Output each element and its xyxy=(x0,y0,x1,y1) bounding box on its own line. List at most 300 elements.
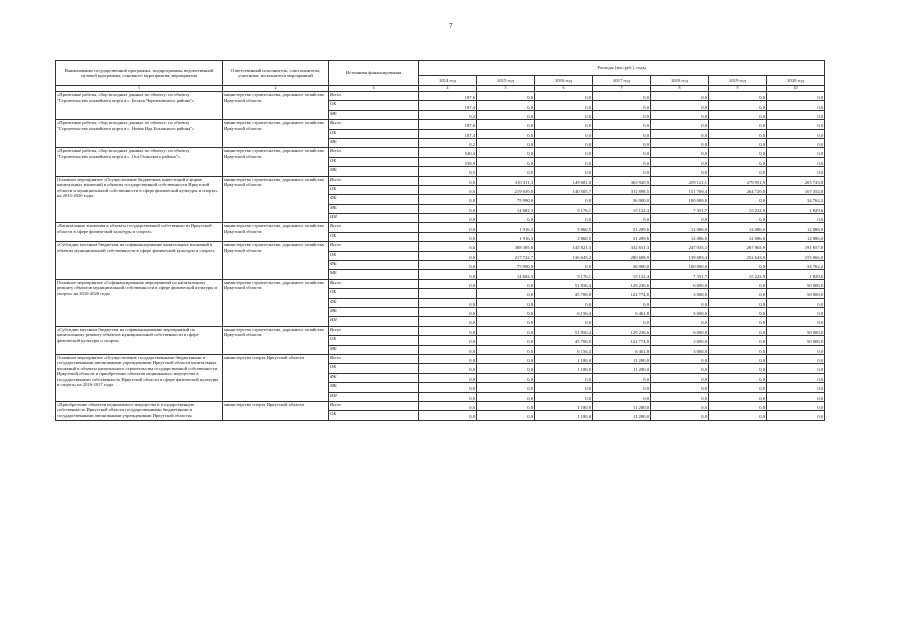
amount-cell: 51 856,4 xyxy=(535,326,593,335)
amount-cell: 3 000,0 xyxy=(651,345,709,354)
amount-cell: 0,0 xyxy=(767,317,825,326)
executor-cell: министерство строительства, дорожного хозяйства Иркутской области xyxy=(223,176,329,223)
amount-cell: 264 729,0 xyxy=(709,185,767,194)
amount-cell: 1 829,6 xyxy=(767,204,825,213)
amount-cell: 75 990,0 xyxy=(477,195,535,204)
amount-cell: 0,0 xyxy=(477,92,535,101)
amount-cell: 0,0 xyxy=(709,289,767,298)
amount-cell: 149 681,8 xyxy=(535,176,593,185)
amount-cell: 122 774,8 xyxy=(593,336,651,345)
table-body xyxy=(56,92,825,421)
amount-cell: 145 821,3 xyxy=(535,242,593,251)
amount-cell: 3 860,5 xyxy=(535,232,593,241)
amount-cell: 1 829,6 xyxy=(767,270,825,279)
amount-cell: 11 280,0 xyxy=(593,401,651,410)
amount-cell: 0,0 xyxy=(593,138,651,147)
amount-cell xyxy=(419,289,477,298)
source-cell: МБ xyxy=(329,307,419,316)
amount-cell: 0,0 xyxy=(593,214,651,223)
amount-cell: 0,0 xyxy=(477,279,535,288)
amount-cell: 0,0 xyxy=(709,138,767,147)
amount-cell: 0,0 xyxy=(419,336,477,345)
amount-cell: 0,0 xyxy=(709,354,767,363)
amount-cell: 100 000,0 xyxy=(651,195,709,204)
amount-cell: 0,0 xyxy=(477,138,535,147)
executor-cell: министерство строительства, дорожного хозяйства Иркутской области xyxy=(223,148,329,176)
amount-cell: 187,4 xyxy=(419,101,477,110)
amount-cell: 0,0 xyxy=(651,101,709,110)
amount-cell: 0,0 xyxy=(767,129,825,138)
amount-cell: 7 351,7 xyxy=(651,270,709,279)
amount-cell: 0,0 xyxy=(709,364,767,373)
amount-cell: 0,0 xyxy=(419,261,477,270)
amount-cell: 36 900,0 xyxy=(593,261,651,270)
program-name-cell: «Проектные работы, сбор исходных данных по объекту: по объекту "Строительство хоккейного корта в с. Новая Ида Боханского района"» xyxy=(56,120,223,148)
amount-cell: 0,0 xyxy=(709,392,767,401)
amount-cell: 0,0 xyxy=(767,214,825,223)
program-name-cell: «Субсидии местным бюджетам на софинансирование капитальных вложений в объекты муниципальной собственности в сфере физической культуры и спорта» xyxy=(56,242,223,280)
amount-cell: 0,0 xyxy=(593,317,651,326)
amount-cell: 0,0 xyxy=(477,336,535,345)
amount-cell: 0,0 xyxy=(419,326,477,335)
amount-cell: 0,0 xyxy=(535,92,593,101)
source-cell: ФБ xyxy=(329,373,419,382)
amount-cell: 0,0 xyxy=(535,138,593,147)
source-cell: ОБ xyxy=(329,289,419,298)
amount-cell: 0,0 xyxy=(767,167,825,176)
amount-cell: 129 236,6 xyxy=(593,326,651,335)
source-cell: ИИ xyxy=(329,317,419,326)
program-name-cell: Основное мероприятие «Осуществление бюджетных инвестиций в форме капитальных вложений в объекты государственной собственности Иркутской области и муниципальной собственности в сфере физической культуры и спорта» на 2015-2020 годы xyxy=(56,176,223,223)
amount-cell: 0,0 xyxy=(651,157,709,166)
amount-cell: 0,0 xyxy=(709,279,767,288)
amount-cell: 0,0 xyxy=(419,354,477,363)
executor-cell: министерство спорта Иркутской области xyxy=(223,401,329,420)
amount-cell: 0,0 xyxy=(477,148,535,157)
amount-cell: 0,0 xyxy=(419,279,477,288)
amount-cell: 0,0 xyxy=(651,317,709,326)
amount-cell: 217 722,7 xyxy=(477,251,535,260)
amount-cell: 332 631,3 xyxy=(593,242,651,251)
amount-cell: 0,0 xyxy=(535,373,593,382)
amount-cell: 155 066,0 xyxy=(767,251,825,260)
amount-cell: 203 743,8 xyxy=(767,176,825,185)
amount-cell: 167 352,0 xyxy=(767,185,825,194)
amount-cell: 0,0 xyxy=(651,298,709,307)
header-column-number: 4 xyxy=(419,86,477,92)
amount-cell: 0,0 xyxy=(477,411,535,420)
amount-cell: 0,0 xyxy=(419,176,477,185)
amount-cell: 0,0 xyxy=(651,129,709,138)
amount-cell: 14 682,3 xyxy=(477,270,535,279)
amount-cell: 34 762,2 xyxy=(767,261,825,270)
source-cell: ОБ xyxy=(329,157,419,166)
source-cell: ИИ xyxy=(329,392,419,401)
amount-cell: 0,0 xyxy=(419,411,477,420)
amount-cell: 0,0 xyxy=(593,373,651,382)
amount-cell: 0,0 xyxy=(651,392,709,401)
source-cell: ОБ xyxy=(329,336,419,345)
amount-cell: 0,0 xyxy=(477,289,535,298)
amount-cell: 0,0 xyxy=(767,383,825,392)
amount-cell: 0,0 xyxy=(767,392,825,401)
program-name-cell: «Проектные работы, сбор исходных данных по объекту: по объекту "Строительство хоккейного корта в с. Бельск Черемховского района"» xyxy=(56,92,223,120)
source-cell: ФБ xyxy=(329,298,419,307)
amount-cell: 6 156,4 xyxy=(535,345,593,354)
amount-cell: 0,0 xyxy=(419,364,477,373)
table-row xyxy=(56,242,825,251)
amount-cell: 0,0 xyxy=(767,138,825,147)
table-row xyxy=(56,148,825,157)
amount-cell: 0,0 xyxy=(535,261,593,270)
amount-cell: 0,0 xyxy=(709,307,767,316)
amount-cell: 0,0 xyxy=(593,129,651,138)
header-source: Источники финансирования xyxy=(329,61,419,86)
header-year: 2019 год xyxy=(709,76,767,86)
amount-cell: 0,0 xyxy=(651,214,709,223)
header-column-number: 9 xyxy=(709,86,767,92)
source-cell: ФБ xyxy=(329,195,419,204)
amount-cell: 0,0 xyxy=(651,411,709,420)
amount-cell: 15 222,9 xyxy=(709,270,767,279)
source-cell: ОБ xyxy=(329,101,419,110)
amount-cell: 31 289,6 xyxy=(593,223,651,232)
amount-cell: 0,0 xyxy=(419,232,477,241)
amount-cell: 0,0 xyxy=(419,345,477,354)
amount-cell: 0,0 xyxy=(477,392,535,401)
amount-cell: 311 898,5 xyxy=(593,185,651,194)
program-name-cell: Основное мероприятие «Софинансирование мероприятий по капитальному ремонту объектов муниципальной собственности в сфере физической культуры и спорта» на 2016-2020 годы xyxy=(56,279,223,326)
amount-cell: 0,0 xyxy=(419,298,477,307)
header-year: 2016 год xyxy=(535,76,593,86)
amount-cell: 0,0 xyxy=(767,411,825,420)
source-cell: Всего xyxy=(329,326,419,335)
amount-cell: 0,0 xyxy=(419,195,477,204)
header-column-number: 1 xyxy=(56,86,223,92)
amount-cell: 0,0 xyxy=(593,110,651,119)
amount-cell: 0,0 xyxy=(477,129,535,138)
amount-cell: 0,0 xyxy=(477,214,535,223)
amount-cell: 0,0 xyxy=(651,401,709,410)
amount-cell: 139 683,4 xyxy=(651,251,709,260)
amount-cell: 0,0 xyxy=(651,373,709,382)
amount-cell: 0,0 xyxy=(709,336,767,345)
amount-cell: 0,0 xyxy=(767,157,825,166)
amount-cell: 0,0 xyxy=(535,101,593,110)
amount-cell: 0,0 xyxy=(651,383,709,392)
amount-cell: 6 461,8 xyxy=(593,307,651,316)
amount-cell: 1 916,3 xyxy=(477,232,535,241)
amount-cell: 0,0 xyxy=(709,214,767,223)
amount-cell: 0,0 xyxy=(477,383,535,392)
amount-cell: 1 180,0 xyxy=(535,354,593,363)
amount-cell: 11 280,0 xyxy=(593,364,651,373)
amount-cell: 45 700,0 xyxy=(535,336,593,345)
amount-cell: 247 035,1 xyxy=(651,242,709,251)
source-cell: Всего xyxy=(329,176,419,185)
amount-cell: 0,0 xyxy=(477,157,535,166)
source-cell: МБ xyxy=(329,345,419,354)
amount-cell: 0,0 xyxy=(767,345,825,354)
amount-cell: 259 121,1 xyxy=(651,176,709,185)
amount-cell: 0,0 xyxy=(535,195,593,204)
program-name-cell: «Проектные работы, сбор исходных данных по объекту: по объекту "Строительство хоккейного корта в с. Оса Осинского района"» xyxy=(56,148,223,176)
executor-cell: министерство строительства, дорожного хозяйства Иркутской области xyxy=(223,242,329,280)
amount-cell: 0,0 xyxy=(593,148,651,157)
amount-cell: 34 762,2 xyxy=(767,195,825,204)
amount-cell: 6 156,4 xyxy=(535,307,593,316)
amount-cell: 6 000,0 xyxy=(651,326,709,335)
amount-cell: 0,0 xyxy=(419,373,477,382)
source-cell: ОБ xyxy=(329,129,419,138)
amount-cell: 0,0 xyxy=(535,157,593,166)
header-program: Наименование государственной программы, подпрограммы, ведомственной целевой программы, основного мероприятия, мероприятия xyxy=(56,61,223,86)
amount-cell: 0,0 xyxy=(477,373,535,382)
source-cell: МБ xyxy=(329,110,419,119)
source-cell: Всего xyxy=(329,92,419,101)
source-cell: МБ xyxy=(329,138,419,147)
source-cell: ОБ xyxy=(329,185,419,194)
amount-cell: 0,0 xyxy=(535,148,593,157)
amount-cell: 0,0 xyxy=(593,383,651,392)
page-number: 7 xyxy=(449,22,453,30)
amount-cell: 45 700,0 xyxy=(535,289,593,298)
table-row xyxy=(56,176,825,185)
amount-cell: 51 856,4 xyxy=(535,279,593,288)
amount-cell: 100 000,0 xyxy=(651,261,709,270)
source-cell: ФБ xyxy=(329,261,419,270)
amount-cell: 15 122,4 xyxy=(593,204,651,213)
amount-cell: 0,0 xyxy=(709,101,767,110)
source-cell: Всего xyxy=(329,223,419,232)
amount-cell: 0,0 xyxy=(593,167,651,176)
amount-cell: 0,0 xyxy=(477,364,535,373)
amount-cell: 187,6 xyxy=(419,120,477,129)
amount-cell: 0,0 xyxy=(535,317,593,326)
header-year: 2018 год xyxy=(651,76,709,86)
source-cell: Всего xyxy=(329,354,419,363)
amount-cell: 252 643,0 xyxy=(709,251,767,260)
amount-cell: 36 900,0 xyxy=(593,195,651,204)
amount-cell: 12 086,0 xyxy=(651,232,709,241)
amount-cell: 0,0 xyxy=(651,167,709,176)
amount-cell: 0,0 xyxy=(477,110,535,119)
amount-cell: 12 086,0 xyxy=(767,232,825,241)
executor-cell: министерство строительства, дорожного хозяйства Иркутской области xyxy=(223,326,329,354)
source-cell: Всего xyxy=(329,242,419,251)
table-row xyxy=(56,92,825,101)
amount-cell: 3 000,0 xyxy=(651,307,709,316)
executor-cell: министерство спорта Иркутской области xyxy=(223,354,329,401)
header-column-number: 7 xyxy=(593,86,651,92)
amount-cell: 0,0 xyxy=(535,129,593,138)
amount-cell: 0,0 xyxy=(709,345,767,354)
amount-cell: 15 222,9 xyxy=(709,204,767,213)
amount-cell: 0,0 xyxy=(419,383,477,392)
amount-cell: 0,0 xyxy=(651,92,709,101)
amount-cell: 0,0 xyxy=(651,354,709,363)
source-cell: Всего xyxy=(329,279,419,288)
executor-cell: министерство строительства, дорожного хозяйства Иркутской области xyxy=(223,223,329,242)
amount-cell: 0,0 xyxy=(535,167,593,176)
amount-cell: 7 351,7 xyxy=(651,204,709,213)
program-name-cell: «Капитальные вложения в объекты государственной собственности Иркутской области в сфере физической культуры и спорта» xyxy=(56,223,223,242)
amount-cell: 0,0 xyxy=(535,383,593,392)
header-year: 2015 год xyxy=(477,76,535,86)
amount-cell: 0,0 xyxy=(477,120,535,129)
amount-cell: 0,0 xyxy=(709,261,767,270)
amount-cell: 0,0 xyxy=(709,120,767,129)
amount-cell: 0,0 xyxy=(709,383,767,392)
amount-cell: 0,0 xyxy=(477,298,535,307)
amount-cell: 151 769,4 xyxy=(651,185,709,194)
amount-cell: 0,0 xyxy=(651,364,709,373)
amount-cell: 0,0 xyxy=(651,110,709,119)
amount-cell: 3 000,0 xyxy=(651,336,709,345)
source-cell: ОБ xyxy=(329,411,419,420)
amount-cell: 267 865,9 xyxy=(709,242,767,251)
budget-table xyxy=(55,60,825,421)
amount-cell: 0,0 xyxy=(709,401,767,410)
amount-cell: 11 280,0 xyxy=(593,411,651,420)
table-row xyxy=(56,326,825,335)
amount-cell: 31 289,6 xyxy=(593,232,651,241)
header-executor: Ответственный исполнитель, соисполнители, участники, исполнители мероприятий xyxy=(223,61,329,86)
amount-cell: 9 176,1 xyxy=(535,270,593,279)
table-row xyxy=(56,120,825,129)
amount-cell: 0,0 xyxy=(767,148,825,157)
header-column-number: 10 xyxy=(767,86,825,92)
amount-cell: 50 000,0 xyxy=(767,289,825,298)
amount-cell: 0,0 xyxy=(419,223,477,232)
amount-cell: 1 916,3 xyxy=(477,223,535,232)
header-year: 2020 год xyxy=(767,76,825,86)
amount-cell: 0,0 xyxy=(593,120,651,129)
amount-cell: 0,0 xyxy=(535,214,593,223)
source-cell: МБ xyxy=(329,204,419,213)
amount-cell: 0,2 xyxy=(419,110,477,119)
amount-cell: 363 920,9 xyxy=(593,176,651,185)
amount-cell: 0,0 xyxy=(419,270,477,279)
amount-cell: 129 236,6 xyxy=(593,279,651,288)
executor-cell: министерство строительства, дорожного хозяйства Иркутской области xyxy=(223,120,329,148)
amount-cell: 0,0 xyxy=(709,129,767,138)
source-cell: МБ xyxy=(329,270,419,279)
amount-cell: 6 461,8 xyxy=(593,345,651,354)
source-cell: Всего xyxy=(329,401,419,410)
amount-cell: 0,0 xyxy=(767,364,825,373)
amount-cell: 0,0 xyxy=(477,354,535,363)
amount-cell: 0,0 xyxy=(767,298,825,307)
header-column-number: 8 xyxy=(651,86,709,92)
amount-cell: 0,0 xyxy=(767,307,825,316)
amount-cell: 0,0 xyxy=(477,345,535,354)
amount-cell: 0,0 xyxy=(767,354,825,363)
amount-cell: 140 505,7 xyxy=(535,185,593,194)
amount-cell: 219 639,0 xyxy=(477,185,535,194)
program-name-cell: «Приобретение объектов недвижимого имущества в государственную собственность Иркутской области государственными бюджетными и государственными автономными учреждениями Иркутской области» xyxy=(56,401,223,420)
amount-cell: 136 645,2 xyxy=(535,251,593,260)
header-expenses: Расходы (тыс.руб.), годы xyxy=(419,61,825,76)
amount-cell: 187,6 xyxy=(419,92,477,101)
amount-cell: 0,0 xyxy=(535,120,593,129)
executor-cell: министерство строительства, дорожного хозяйства Иркутской области xyxy=(223,92,329,120)
amount-cell: 0,0 xyxy=(709,317,767,326)
amount-cell: 539,9 xyxy=(419,157,477,166)
source-cell: ОБ xyxy=(329,232,419,241)
source-cell: ОБ xyxy=(329,364,419,373)
table-row xyxy=(56,354,825,363)
amount-cell: 0,0 xyxy=(477,401,535,410)
amount-cell: 6 000,0 xyxy=(651,279,709,288)
amount-cell: 0,0 xyxy=(477,317,535,326)
amount-cell: 122 774,8 xyxy=(593,289,651,298)
amount-cell: 0,2 xyxy=(419,138,477,147)
amount-cell: 0,0 xyxy=(767,101,825,110)
amount-cell: 0,0 xyxy=(419,251,477,260)
program-name-cell: «Субсидии местным бюджетам на софинансирование мероприятий по капитальному ремонту объектов муниципальной собственности в сфере физической культуры и спорта» xyxy=(56,326,223,354)
amount-cell: 0,0 xyxy=(709,148,767,157)
amount-cell: 50 000,0 xyxy=(767,336,825,345)
amount-cell: 310 311,3 xyxy=(477,176,535,185)
amount-cell: 279 951,9 xyxy=(709,176,767,185)
header-year: 2017 год xyxy=(593,76,651,86)
amount-cell: 0,0 xyxy=(419,185,477,194)
amount-cell: 0,0 xyxy=(593,101,651,110)
amount-cell: 12 086,0 xyxy=(709,223,767,232)
amount-cell: 0,0 xyxy=(709,326,767,335)
amount-cell: 0,0 xyxy=(767,373,825,382)
amount-cell: 0,0 xyxy=(709,157,767,166)
amount-cell: 75 990,0 xyxy=(477,261,535,270)
amount-cell: 3 860,5 xyxy=(535,223,593,232)
amount-cell: 0,0 xyxy=(593,92,651,101)
amount-cell: 0,0 xyxy=(535,298,593,307)
amount-cell: 0,0 xyxy=(709,298,767,307)
header-column-number: 3 xyxy=(329,86,419,92)
amount-cell: 0,0 xyxy=(477,307,535,316)
amount-cell: 50 000,0 xyxy=(767,326,825,335)
amount-cell: 280 608,9 xyxy=(593,251,651,260)
source-cell: ИИ xyxy=(329,214,419,223)
amount-cell: 0,0 xyxy=(477,326,535,335)
amount-cell: 0,0 xyxy=(651,120,709,129)
amount-cell: 0,0 xyxy=(535,110,593,119)
table-header xyxy=(56,61,825,92)
amount-cell: 0,0 xyxy=(593,392,651,401)
table-row xyxy=(56,279,825,288)
amount-cell: 0,0 xyxy=(709,195,767,204)
amount-cell: 12 086,0 xyxy=(767,223,825,232)
amount-cell: 1 180,0 xyxy=(535,364,593,373)
amount-cell: 9 176,1 xyxy=(535,204,593,213)
amount-cell: 0,0 xyxy=(651,138,709,147)
amount-cell: 1 180,0 xyxy=(535,401,593,410)
amount-cell: 0,0 xyxy=(651,148,709,157)
source-cell: Всего xyxy=(329,120,419,129)
amount-cell: 3 000,0 xyxy=(651,289,709,298)
header-column-number: 6 xyxy=(535,86,593,92)
amount-cell: 12 086,0 xyxy=(709,232,767,241)
amount-cell: 14 682,3 xyxy=(477,204,535,213)
amount-cell: 0,0 xyxy=(709,373,767,382)
amount-cell: 0,0 xyxy=(419,214,477,223)
amount-cell: 0,0 xyxy=(767,92,825,101)
source-cell: МБ xyxy=(329,167,419,176)
amount-cell: 0,0 xyxy=(593,157,651,166)
amount-cell: 0,0 xyxy=(419,204,477,213)
amount-cell: 50 000,0 xyxy=(767,279,825,288)
